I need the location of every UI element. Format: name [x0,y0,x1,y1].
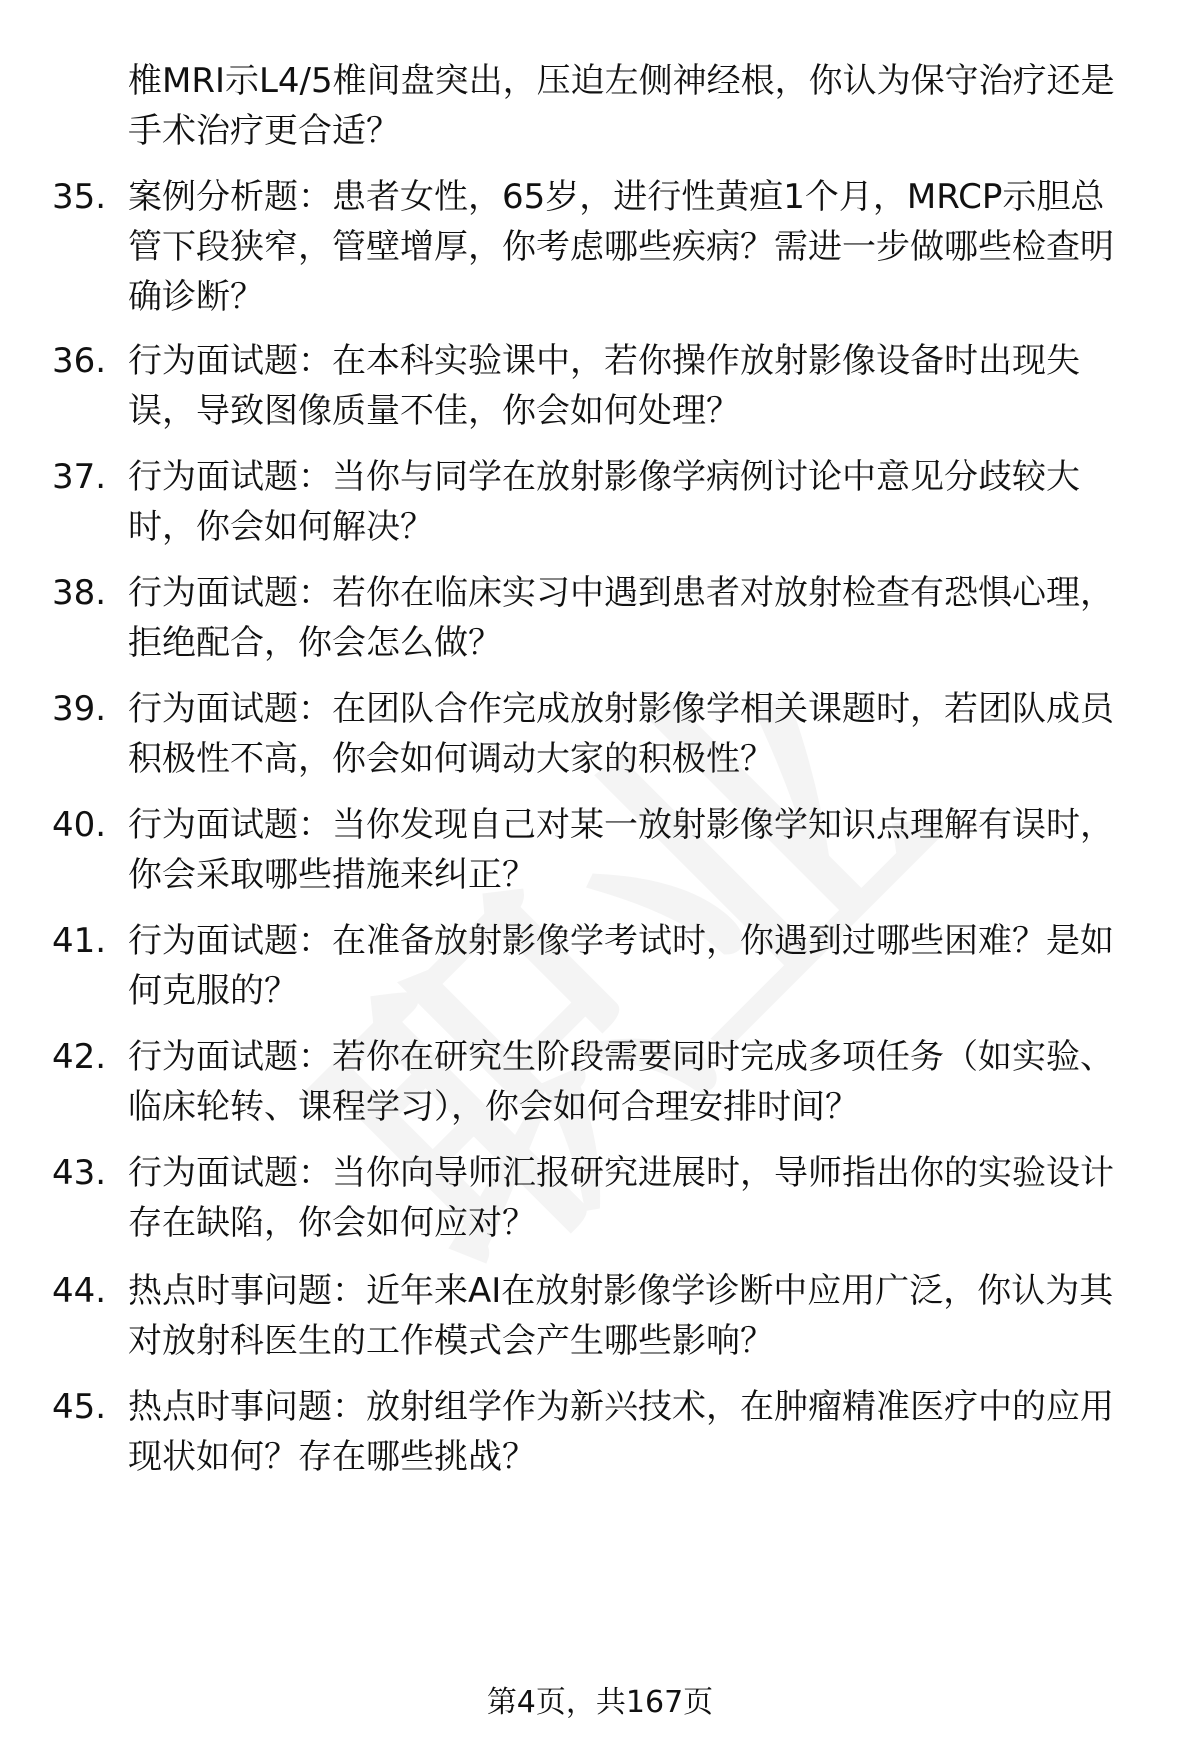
question-text: 行为面试题：在团队合作完成放射影像学相关课题时，若团队成员积极性不高，你会如何调动大家的积极性？ [128,689,1114,779]
question-text: 热点时事问题：放射组学作为新兴技术，在肿瘤精准医疗中的应用现状如何？存在哪些挑战？ [128,1387,1114,1477]
question-number: 42. [52,1037,107,1077]
question-text: 行为面试题：当你与同学在放射影像学病例讨论中意见分歧较大时，你会如何解决？ [128,457,1080,547]
question-text: 行为面试题：当你发现自己对某一放射影像学知识点理解有误时，你会采取哪些措施来纠正？ [128,805,1114,895]
question-text: 行为面试题：若你在研究生阶段需要同时完成多项任务（如实验、临床轮转、课程学习），你会如何合理安排时间？ [128,1037,1114,1127]
question-number: 36. [52,341,107,381]
question-number: 39. [52,689,107,729]
question-number: 38. [52,573,107,613]
question-number: 44. [52,1271,107,1311]
question-number: 41. [52,921,107,961]
question-text: 行为面试题：若你在临床实习中遇到患者对放射检查有恐惧心理，拒绝配合，你会怎么做？ [128,573,1114,663]
question-text: 行为面试题：在准备放射影像学考试时，你遇到过哪些困难？是如何克服的？ [128,921,1114,1011]
question-text: 行为面试题：在本科实验课中，若你操作放射影像设备时出现失误，导致图像质量不佳，你会如何处理？ [128,341,1080,431]
question-text: 行为面试题：当你向导师汇报研究进展时，导师指出你的实验设计存在缺陷，你会如何应对？ [128,1153,1114,1243]
question-text: 热点时事问题：近年来AI在放射影像学诊断中应用广泛，你认为其对放射科医生的工作模式会产生哪些影响？ [128,1271,1114,1361]
question-number: 45. [52,1387,107,1427]
question-number: 43. [52,1153,107,1193]
lead-paragraph: 椎MRI示L4/5椎间盘突出，压迫左侧神经根，你认为保守治疗还是手术治疗更合适？ [128,61,1115,151]
question-text: 案例分析题：患者女性，65岁，进行性黄疸1个月，MRCP示胆总管下段狭窄，管壁增厚，你考虑哪些疾病？需进一步做哪些检查明确诊断？ [128,177,1114,317]
page-footer: 第4页，共167页 [486,1685,714,1720]
question-number: 35. [52,177,107,217]
question-number: 37. [52,457,107,497]
question-number: 40. [52,805,107,845]
